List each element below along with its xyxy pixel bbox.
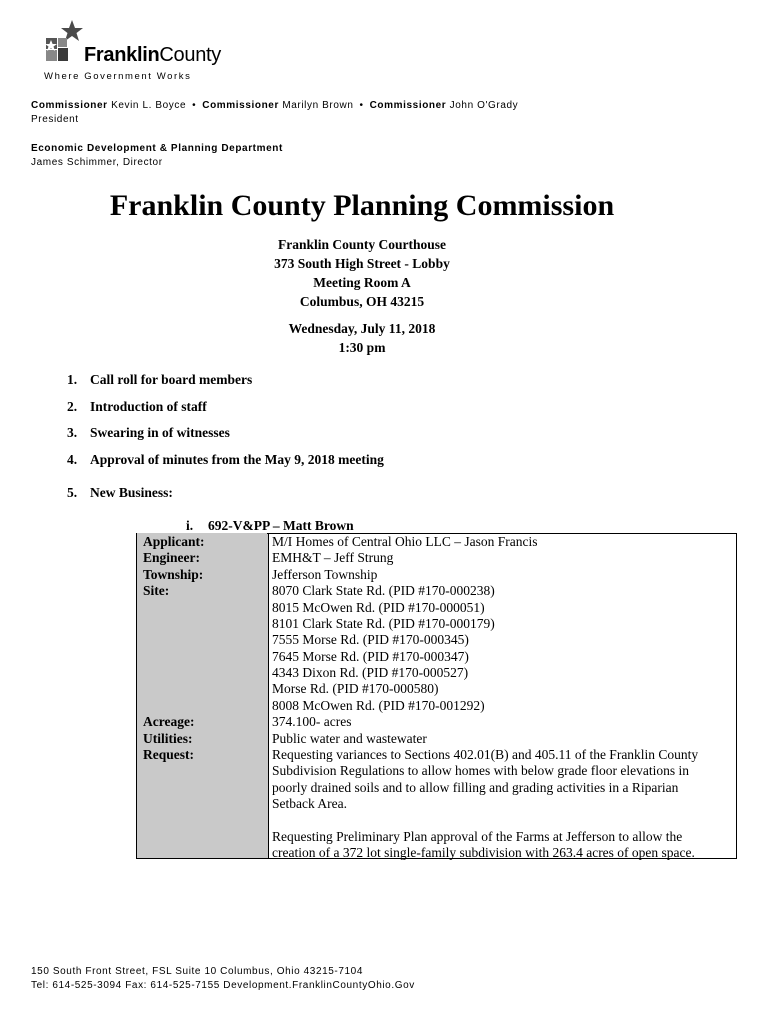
agenda-item <box>67 372 252 388</box>
utilities-label: Utilities: <box>143 731 193 746</box>
agenda-number: 4. <box>67 452 78 467</box>
footer-address: 150 South Front Street, FSL Suite 10 Columbus, Ohio 43215-7104 <box>31 966 364 977</box>
agenda-text: New Business: <box>90 485 173 500</box>
engineer-value: EMH&T – Jeff Strung <box>272 550 394 565</box>
request-line: poorly drained soils and to allow filling and grading activities in a Riparian <box>272 780 679 795</box>
site-address: 8008 McOwen Rd. (PID #170-001292) <box>272 698 485 713</box>
president-label: President <box>31 114 79 125</box>
director-name: James Schimmer, Director <box>31 157 163 168</box>
commissioners-line <box>31 99 518 112</box>
location-line: Franklin County Courthouse <box>277 237 447 252</box>
star-squares-logo-icon <box>40 18 86 68</box>
site-address: 8101 Clark State Rd. (PID #170-000179) <box>272 616 495 631</box>
page-title: Franklin County Planning Commission <box>109 189 615 222</box>
utilities-value: Public water and wastewater <box>272 731 427 746</box>
request-line: Subdivision Regulations to allow homes with below grade floor elevations in <box>272 763 689 778</box>
request-line: Setback Area. <box>272 796 347 811</box>
applicant-value: M/I Homes of Central Ohio LLC – Jason Francis <box>272 534 538 549</box>
agenda-number: 5. <box>67 485 78 500</box>
agenda-item <box>67 425 230 441</box>
agenda-item <box>67 485 173 501</box>
agenda-item <box>67 452 384 468</box>
request-line: Requesting Preliminary Plan approval of the Farms at Jefferson to allow the <box>272 829 683 844</box>
location-line: Meeting Room A <box>313 275 411 290</box>
franklin-county-logo <box>40 18 240 86</box>
location-line: 373 South High Street - Lobby <box>274 256 450 271</box>
commissioner-name: Kevin L. Boyce <box>111 100 187 111</box>
acreage-label: Acreage: <box>143 714 195 729</box>
logo-word-bold: Franklin <box>84 44 160 66</box>
agenda-item <box>67 399 207 415</box>
engineer-label: Engineer: <box>143 550 200 565</box>
location-line: Columbus, OH 43215 <box>299 294 425 309</box>
case-title: 692-V&PP – Matt Brown <box>208 518 354 533</box>
site-address: 8070 Clark State Rd. (PID #170-000238) <box>272 583 495 598</box>
request-label: Request: <box>143 747 194 762</box>
commissioner-name: John O'Grady <box>449 100 519 111</box>
commissioner-label: Commissioner <box>369 100 447 111</box>
agenda-text: Approval of minutes from the May 9, 2018 meeting <box>90 452 384 467</box>
site-address: 8015 McOwen Rd. (PID #170-000051) <box>272 600 485 615</box>
applicant-label: Applicant: <box>143 534 205 549</box>
meeting-time: 1:30 pm <box>338 340 386 355</box>
agenda-text: Call roll for board members <box>90 372 253 387</box>
request-line: Requesting variances to Sections 402.01(B) and 405.11 of the Franklin County <box>272 747 699 762</box>
agenda-number: 2. <box>67 399 78 414</box>
agenda-number: 3. <box>67 425 78 440</box>
separator-bullet: • <box>192 100 197 111</box>
case-heading <box>186 518 354 534</box>
meeting-date: Wednesday, July 11, 2018 <box>288 321 436 336</box>
separator-bullet: • <box>359 100 364 111</box>
commissioner-label: Commissioner <box>202 100 279 111</box>
logo-wordmark <box>84 44 221 66</box>
department-name: Economic Development & Planning Department <box>31 143 283 154</box>
commissioner-name: Marilyn Brown <box>282 100 354 111</box>
township-label: Township: <box>143 567 204 582</box>
logo-word-regular: County <box>159 44 221 66</box>
agenda-text: Introduction of staff <box>90 399 207 414</box>
case-numeral: i. <box>186 518 194 533</box>
commissioner-label: Commissioner <box>31 100 108 111</box>
acreage-value: 374.100- acres <box>272 714 352 729</box>
site-label: Site: <box>143 583 170 598</box>
logo-tagline: Where Government Works <box>44 71 192 82</box>
site-address: 7555 Morse Rd. (PID #170-000345) <box>272 632 469 647</box>
request-line: creation of a 372 lot single-family subdivision with 263.4 acres of open space. <box>272 845 695 860</box>
footer-contact: Tel: 614-525-3094 Fax: 614-525-7155 Development.FranklinCountyOhio.Gov <box>31 980 415 991</box>
agenda-text: Swearing in of witnesses <box>90 425 230 440</box>
site-address: 4343 Dixon Rd. (PID #170-000527) <box>272 665 469 680</box>
site-address: Morse Rd. (PID #170-000580) <box>272 681 439 696</box>
township-value: Jefferson Township <box>272 567 378 582</box>
site-address: 7645 Morse Rd. (PID #170-000347) <box>272 649 469 664</box>
agenda-number: 1. <box>67 372 78 387</box>
